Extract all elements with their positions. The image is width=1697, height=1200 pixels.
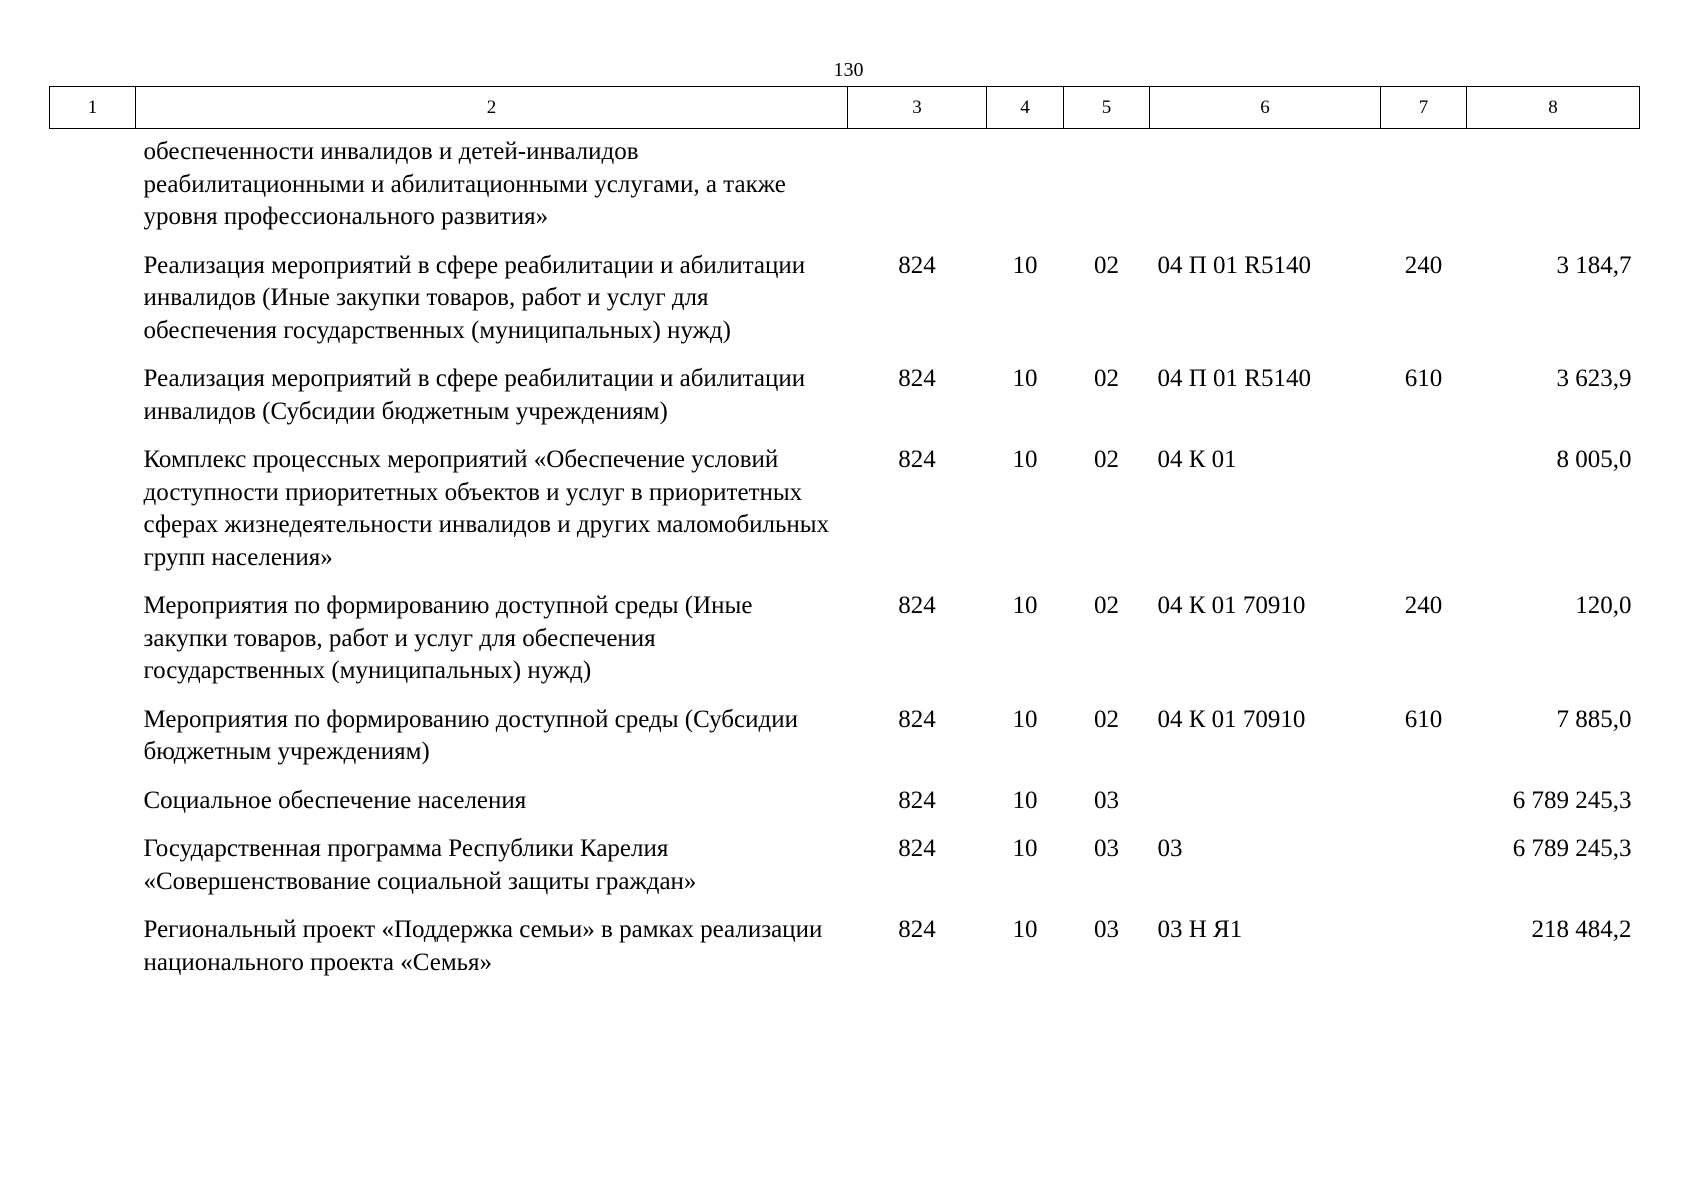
row-expense-type: 240 bbox=[1404, 592, 1443, 619]
row-expense-type bbox=[1381, 129, 1467, 250]
row-expense-type bbox=[1381, 444, 1467, 590]
row-ministry: 824 bbox=[898, 916, 936, 943]
row-target bbox=[1150, 785, 1381, 834]
row-name: Комплекс процессных мероприятий «Обеспечение условий доступности приоритетных объектов и услуг в приоритетных сферах жизнедеятельности инвалидов и других маломобильных групп населения» bbox=[143, 446, 830, 571]
row-target: 03 bbox=[1157, 835, 1183, 862]
row-section: 10 bbox=[1012, 446, 1038, 473]
row-subsection bbox=[1064, 129, 1150, 250]
table-row bbox=[50, 914, 1640, 995]
row-target: 04 П 01 R5140 bbox=[1157, 365, 1311, 392]
row-target bbox=[1150, 129, 1381, 250]
table-row bbox=[50, 785, 1640, 834]
table-row bbox=[50, 250, 1640, 364]
row-amount: 3 184,7 bbox=[1556, 251, 1632, 279]
row-expense-type bbox=[1381, 914, 1467, 995]
row-amount: 120,0 bbox=[1575, 592, 1632, 619]
row-name: обеспеченности инвалидов и детей-инвалидов реабилитационными и абилитационными услугами, а также уровня профессионального развития» bbox=[143, 138, 786, 230]
row-section: 10 bbox=[1012, 592, 1038, 619]
row-target: 04 К 01 70910 bbox=[1157, 592, 1306, 619]
row-name: Социальное обеспечение населения bbox=[143, 786, 527, 814]
row-target: 04 П 01 R5140 bbox=[1157, 251, 1311, 279]
table-row bbox=[50, 704, 1640, 785]
row-index-cell bbox=[50, 914, 136, 995]
row-ministry: 824 bbox=[898, 592, 936, 619]
row-index-cell bbox=[50, 129, 136, 250]
row-index-cell bbox=[50, 444, 136, 590]
row-section bbox=[987, 129, 1064, 250]
row-subsection: 03 bbox=[1094, 916, 1119, 943]
table-row bbox=[50, 444, 1640, 590]
row-index-cell bbox=[50, 785, 136, 834]
column-header-6: 6 bbox=[1150, 87, 1381, 129]
row-section: 10 bbox=[1012, 916, 1038, 943]
row-subsection: 03 bbox=[1094, 786, 1119, 814]
row-amount: 3 623,9 bbox=[1556, 365, 1632, 392]
row-section: 10 bbox=[1012, 365, 1038, 392]
column-header-8: 8 bbox=[1467, 87, 1640, 129]
row-subsection: 02 bbox=[1094, 251, 1119, 279]
row-subsection: 02 bbox=[1094, 705, 1119, 733]
row-ministry: 824 bbox=[898, 365, 936, 392]
table-row bbox=[50, 363, 1640, 444]
row-expense-type bbox=[1381, 833, 1467, 914]
row-ministry: 824 bbox=[898, 705, 936, 733]
row-ministry: 824 bbox=[898, 251, 936, 279]
row-target: 03 Н Я1 bbox=[1157, 916, 1243, 943]
row-amount: 6 789 245,3 bbox=[1512, 835, 1632, 862]
column-header-3: 3 bbox=[848, 87, 987, 129]
column-header-1: 1 bbox=[50, 87, 136, 129]
row-index-cell bbox=[50, 250, 136, 364]
row-expense-type: 610 bbox=[1404, 365, 1443, 392]
row-ministry bbox=[848, 129, 987, 250]
row-section: 10 bbox=[1012, 705, 1038, 733]
column-header-7: 7 bbox=[1381, 87, 1467, 129]
row-section: 10 bbox=[1012, 786, 1038, 814]
budget-table bbox=[49, 86, 1640, 995]
row-ministry: 824 bbox=[898, 786, 936, 814]
row-target: 04 К 01 70910 bbox=[1157, 705, 1306, 733]
row-ministry: 824 bbox=[898, 446, 936, 473]
table-row bbox=[50, 833, 1640, 914]
column-header-2: 2 bbox=[136, 87, 848, 129]
page-number: 130 bbox=[833, 59, 864, 81]
row-section: 10 bbox=[1012, 251, 1038, 279]
row-subsection: 03 bbox=[1094, 835, 1119, 862]
row-section: 10 bbox=[1012, 835, 1038, 862]
header-row bbox=[50, 87, 1640, 129]
row-expense-type: 240 bbox=[1404, 251, 1443, 279]
row-name: Мероприятия по формированию доступной среды (Субсидии бюджетным учреждениям) bbox=[143, 705, 798, 765]
row-amount: 218 484,2 bbox=[1531, 916, 1632, 943]
row-name: Мероприятия по формированию доступной среды (Иные закупки товаров, работ и услуг для обеспечения государственных (муниципальных) нужд) bbox=[143, 592, 753, 684]
row-target: 04 К 01 bbox=[1157, 446, 1237, 473]
row-ministry: 824 bbox=[898, 835, 936, 862]
row-amount: 6 789 245,3 bbox=[1512, 786, 1632, 814]
column-header-5: 5 bbox=[1064, 87, 1150, 129]
table-row bbox=[50, 129, 1640, 250]
row-name: Региональный проект «Поддержка семьи» в рамках реализации национального проекта «Семья» bbox=[143, 916, 823, 976]
row-amount bbox=[1467, 129, 1640, 250]
row-name: Реализация мероприятий в сфере реабилитации и абилитации инвалидов (Иные закупки товаров, работ и услуг для обеспечения государственных (муниципальных) нужд) bbox=[143, 251, 806, 344]
row-amount: 8 005,0 bbox=[1556, 446, 1632, 473]
row-subsection: 02 bbox=[1094, 592, 1119, 619]
row-index-cell bbox=[50, 363, 136, 444]
row-amount: 7 885,0 bbox=[1556, 705, 1632, 733]
row-expense-type: 610 bbox=[1404, 705, 1443, 733]
row-index-cell bbox=[50, 704, 136, 785]
row-index-cell bbox=[50, 833, 136, 914]
row-subsection: 02 bbox=[1094, 365, 1119, 392]
row-subsection: 02 bbox=[1094, 446, 1119, 473]
row-expense-type bbox=[1381, 785, 1467, 834]
column-header-4: 4 bbox=[987, 87, 1064, 129]
row-name: Реализация мероприятий в сфере реабилитации и абилитации инвалидов (Субсидии бюджетным учреждениям) bbox=[143, 365, 806, 425]
row-name: Государственная программа Республики Карелия «Совершенствование социальной защиты граждан» bbox=[143, 835, 697, 895]
table-row bbox=[50, 590, 1640, 704]
row-index-cell bbox=[50, 590, 136, 704]
